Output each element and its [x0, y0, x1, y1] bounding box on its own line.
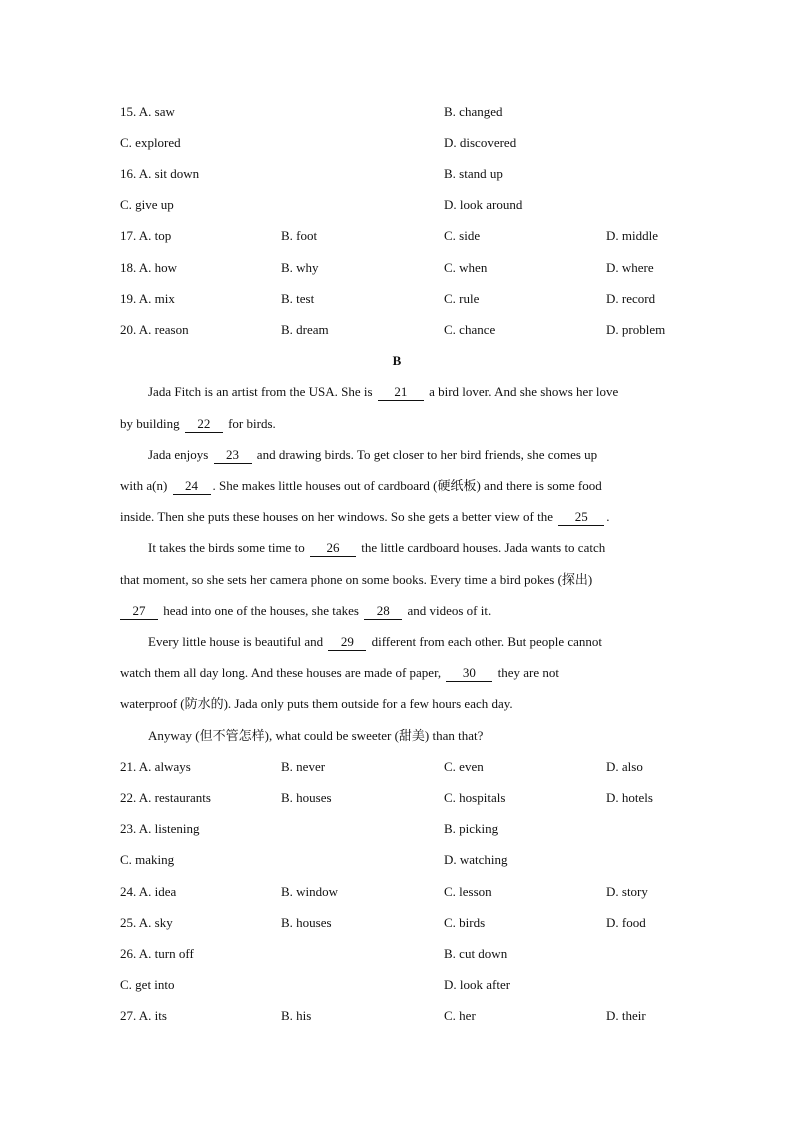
- option-text: 23. A. listening: [120, 821, 200, 836]
- passage-line: [148, 538, 605, 558]
- option-text: 15. A. saw: [120, 104, 175, 119]
- passage-text: by building: [120, 416, 183, 431]
- option-text: B. why: [281, 260, 319, 275]
- passage-text: watch them all day long. And these houses are made of paper,: [120, 665, 445, 680]
- option-text: C. get into: [120, 977, 175, 992]
- option-row-23: [0, 819, 794, 839]
- option-text: C. give up: [120, 197, 174, 212]
- passage-text: It takes the birds some time to: [148, 540, 308, 555]
- passage-line: [120, 476, 602, 496]
- passage-text: .: [606, 509, 610, 524]
- option-text: C. side: [444, 228, 481, 243]
- option-text: B. dream: [281, 322, 329, 337]
- passage-text: Every little house is beautiful and: [148, 634, 327, 649]
- passage-text: Jada enjoys: [148, 447, 212, 462]
- blank-23: 23: [214, 447, 252, 464]
- passage-text: they are not: [494, 665, 560, 680]
- option-text: B. never: [281, 759, 326, 774]
- option-row-26: [0, 944, 794, 964]
- passage-line: [148, 382, 618, 402]
- option-row-17: [0, 226, 794, 246]
- option-row-20: [0, 320, 794, 340]
- option-text: C. making: [120, 852, 175, 867]
- section-heading: B: [392, 353, 402, 368]
- option-text: B. window: [281, 884, 339, 899]
- option-row-24: [0, 882, 794, 902]
- option-row-15-cd: [0, 133, 794, 153]
- passage-line: [120, 601, 491, 621]
- option-text: C. rule: [444, 291, 480, 306]
- passage-text: that moment, so she sets her camera phone on some books. Every time a bird pokes (探出): [120, 572, 593, 587]
- blank-24: 24: [173, 478, 211, 495]
- option-text: D. look around: [444, 197, 523, 212]
- blank-26: 26: [310, 540, 356, 557]
- option-text: D. problem: [606, 322, 666, 337]
- blank-27: 27: [120, 603, 158, 620]
- option-text: D. story: [606, 884, 648, 899]
- option-text: B. cut down: [444, 946, 508, 961]
- option-text: D. also: [606, 759, 643, 774]
- option-text: 20. A. reason: [120, 322, 189, 337]
- option-text: 22. A. restaurants: [120, 790, 211, 805]
- option-row-26-cd: [0, 975, 794, 995]
- option-text: D. watching: [444, 852, 508, 867]
- passage-line: [120, 507, 610, 527]
- blank-28: 28: [364, 603, 402, 620]
- passage-text: waterproof (防水的). Jada only puts them outside for a few hours each day.: [120, 696, 513, 711]
- passage-text: for birds.: [224, 416, 276, 431]
- blank-22: 22: [185, 416, 223, 433]
- option-text: 19. A. mix: [120, 291, 175, 306]
- option-text: C. even: [444, 759, 484, 774]
- option-text: D. hotels: [606, 790, 653, 805]
- option-text: D. food: [606, 915, 646, 930]
- passage-text: a bird lover. And she shows her love: [425, 384, 619, 399]
- option-text: B. test: [281, 291, 315, 306]
- option-text: C. lesson: [444, 884, 492, 899]
- passage-text: inside. Then she puts these houses on her windows. So she gets a better view of the: [120, 509, 557, 524]
- option-text: C. when: [444, 260, 488, 275]
- option-text: 18. A. how: [120, 260, 178, 275]
- option-text: 25. A. sky: [120, 915, 173, 930]
- passage-text: different from each other. But people cannot: [368, 634, 603, 649]
- option-row-25: [0, 913, 794, 933]
- option-text: D. middle: [606, 228, 658, 243]
- passage-line: [148, 726, 483, 746]
- option-text: B. houses: [281, 790, 332, 805]
- passage-line: [120, 570, 592, 590]
- option-text: D. discovered: [444, 135, 517, 150]
- passage-text: the little cardboard houses. Jada wants to catch: [357, 540, 606, 555]
- option-row-15: [0, 102, 794, 122]
- passage-text: with a(n): [120, 478, 171, 493]
- option-text: 26. A. turn off: [120, 946, 194, 961]
- option-row-27: [0, 1006, 794, 1026]
- blank-30: 30: [446, 665, 492, 682]
- option-row-16-cd: [0, 195, 794, 215]
- option-text: C. explored: [120, 135, 181, 150]
- passage-line: [148, 632, 602, 652]
- blank-21: 21: [378, 384, 424, 401]
- option-text: D. where: [606, 260, 654, 275]
- passage-line: [120, 694, 513, 714]
- option-text: 16. A. sit down: [120, 166, 200, 181]
- passage-text: and videos of it.: [404, 603, 492, 618]
- passage-text: . She makes little houses out of cardboard (硬纸板) and there is some food: [212, 478, 602, 493]
- option-text: 24. A. idea: [120, 884, 177, 899]
- option-text: C. her: [444, 1008, 476, 1023]
- option-text: B. his: [281, 1008, 312, 1023]
- option-text: D. look after: [444, 977, 511, 992]
- option-text: 27. A. its: [120, 1008, 167, 1023]
- option-row-22: [0, 788, 794, 808]
- passage-text: Anyway (但不管怎样), what could be sweeter (甜美) than that?: [148, 728, 484, 743]
- option-text: D. record: [606, 291, 656, 306]
- option-row-21: [0, 757, 794, 777]
- passage-line: [120, 414, 276, 434]
- option-text: C. birds: [444, 915, 486, 930]
- option-text: B. houses: [281, 915, 332, 930]
- passage-line: [148, 445, 597, 465]
- option-text: B. picking: [444, 821, 499, 836]
- option-text: 17. A. top: [120, 228, 172, 243]
- option-text: 21. A. always: [120, 759, 191, 774]
- option-row-19: [0, 289, 794, 309]
- blank-25: 25: [558, 509, 604, 526]
- option-text: D. their: [606, 1008, 646, 1023]
- option-text: C. hospitals: [444, 790, 506, 805]
- option-row-16: [0, 164, 794, 184]
- option-text: C. chance: [444, 322, 496, 337]
- option-text: B. changed: [444, 104, 503, 119]
- passage-text: and drawing birds. To get closer to her bird friends, she comes up: [253, 447, 598, 462]
- blank-29: 29: [328, 634, 366, 651]
- passage-line: [120, 663, 559, 683]
- passage-text: Jada Fitch is an artist from the USA. She is: [148, 384, 376, 399]
- option-text: B. stand up: [444, 166, 503, 181]
- passage-text: head into one of the houses, she takes: [160, 603, 363, 618]
- option-text: B. foot: [281, 228, 318, 243]
- option-row-23-cd: [0, 850, 794, 870]
- option-row-18: [0, 258, 794, 278]
